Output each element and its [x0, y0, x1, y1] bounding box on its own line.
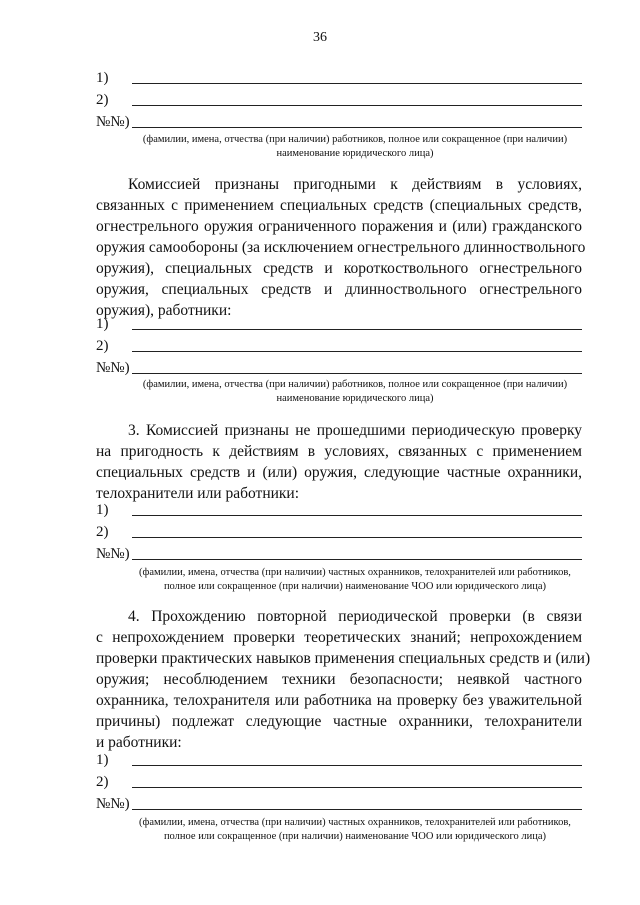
list-row-1	[96, 500, 582, 520]
paragraph-line: оружия, специальных средств и длинноствольного огнестрельного	[96, 281, 582, 298]
paragraph-line: телохранители или работники:	[96, 485, 300, 502]
row-number: №№)	[96, 114, 130, 130]
caption-line: (фамилии, имена, отчества (при наличии) частных охранников, телохранителей или работников,	[139, 817, 571, 828]
row-number: 1)	[96, 752, 109, 768]
caption-guards-1	[110, 566, 600, 594]
row-number: 2)	[96, 524, 109, 540]
caption-line: наименование юридического лица)	[276, 393, 434, 404]
paragraph-line: 3. Комиссией признаны не прошедшими периодическую проверку	[128, 422, 582, 439]
paragraph-line: специальных средств и (или) оружия, следующие частные охранники,	[96, 464, 582, 481]
paragraph-3	[96, 420, 582, 504]
caption-workers-1	[110, 133, 600, 161]
paragraph-line: оружия), работники:	[96, 302, 232, 319]
row-number: №№)	[96, 360, 130, 376]
caption-guards-2	[110, 816, 600, 844]
paragraph-line: оружия), специальных средств и короткоствольного огнестрельного	[96, 260, 582, 277]
row-number: №№)	[96, 796, 130, 812]
fill-line	[132, 373, 582, 374]
list-row-2	[96, 90, 582, 110]
list-row-1	[96, 68, 582, 88]
caption-line: полное или сокращенное (при наличии) наименование ЧОО или юридического лица)	[163, 581, 547, 592]
fill-line	[132, 127, 582, 128]
paragraph-commission-suitable	[96, 174, 586, 321]
list-row-1	[96, 314, 582, 334]
fill-line	[132, 787, 582, 788]
list-row-2	[96, 772, 582, 792]
paragraph-4	[96, 606, 591, 753]
caption-line: (фамилии, имена, отчества (при наличии) работников, полное или сокращенное (при наличии)	[142, 134, 568, 145]
caption-line: полное или сокращенное (при наличии) наименование ЧОО или юридического лица)	[163, 831, 547, 842]
caption-workers-2	[110, 378, 600, 406]
row-number: 1)	[96, 316, 109, 332]
fill-line	[132, 83, 582, 84]
paragraph-line: и работники:	[96, 734, 182, 751]
paragraph-line: связанных с применением специальных средств (специальных средств,	[96, 197, 582, 214]
paragraph-line: причины) подлежат следующие частные охранники, телохранители	[96, 713, 582, 730]
fill-line	[132, 329, 582, 330]
page-number: 36	[313, 30, 327, 45]
row-number: 2)	[96, 338, 109, 354]
row-number: 1)	[96, 70, 109, 86]
paragraph-line: оружия; несоблюдением техники безопасности; неявкой частного	[96, 671, 582, 688]
caption-line: (фамилии, имена, отчества (при наличии) частных охранников, телохранителей или работников,	[139, 567, 571, 578]
fill-line	[132, 809, 582, 810]
list-row-2	[96, 336, 582, 356]
row-number: 2)	[96, 92, 109, 108]
fill-line	[132, 765, 582, 766]
fill-line	[132, 105, 582, 106]
fill-line	[132, 515, 582, 516]
fill-line	[132, 559, 582, 560]
row-number: 1)	[96, 502, 109, 518]
paragraph-line: проверки практических навыков применения специальных средств и (или)	[96, 650, 591, 667]
list-row-n	[96, 358, 582, 378]
paragraph-line: с непрохождением проверки теоретических знаний; непрохождением	[96, 629, 582, 646]
fill-line	[132, 351, 582, 352]
list-row-2	[96, 522, 582, 542]
list-row-n	[96, 544, 582, 564]
fill-line	[132, 537, 582, 538]
list-row-n	[96, 794, 582, 814]
caption-line: наименование юридического лица)	[276, 148, 434, 159]
list-row-n	[96, 112, 582, 132]
paragraph-line: 4. Прохождению повторной периодической проверки (в связи	[128, 608, 582, 625]
row-number: 2)	[96, 774, 109, 790]
paragraph-line: оружия самообороны (за исключением огнестрельного длинноствольного	[96, 239, 586, 256]
caption-line: (фамилии, имена, отчества (при наличии) работников, полное или сокращенное (при наличии)	[142, 379, 568, 390]
paragraph-line: на пригодность к действиям в условиях, связанных с применением	[96, 443, 582, 460]
list-row-1	[96, 750, 582, 770]
paragraph-line: охранника, телохранителя или работника на проверку без уважительной	[96, 692, 582, 709]
paragraph-line: огнестрельного оружия ограниченного поражения и (или) гражданского	[96, 218, 582, 235]
row-number: №№)	[96, 546, 130, 562]
paragraph-line: Комиссией признаны пригодными к действиям в условиях,	[128, 176, 582, 193]
